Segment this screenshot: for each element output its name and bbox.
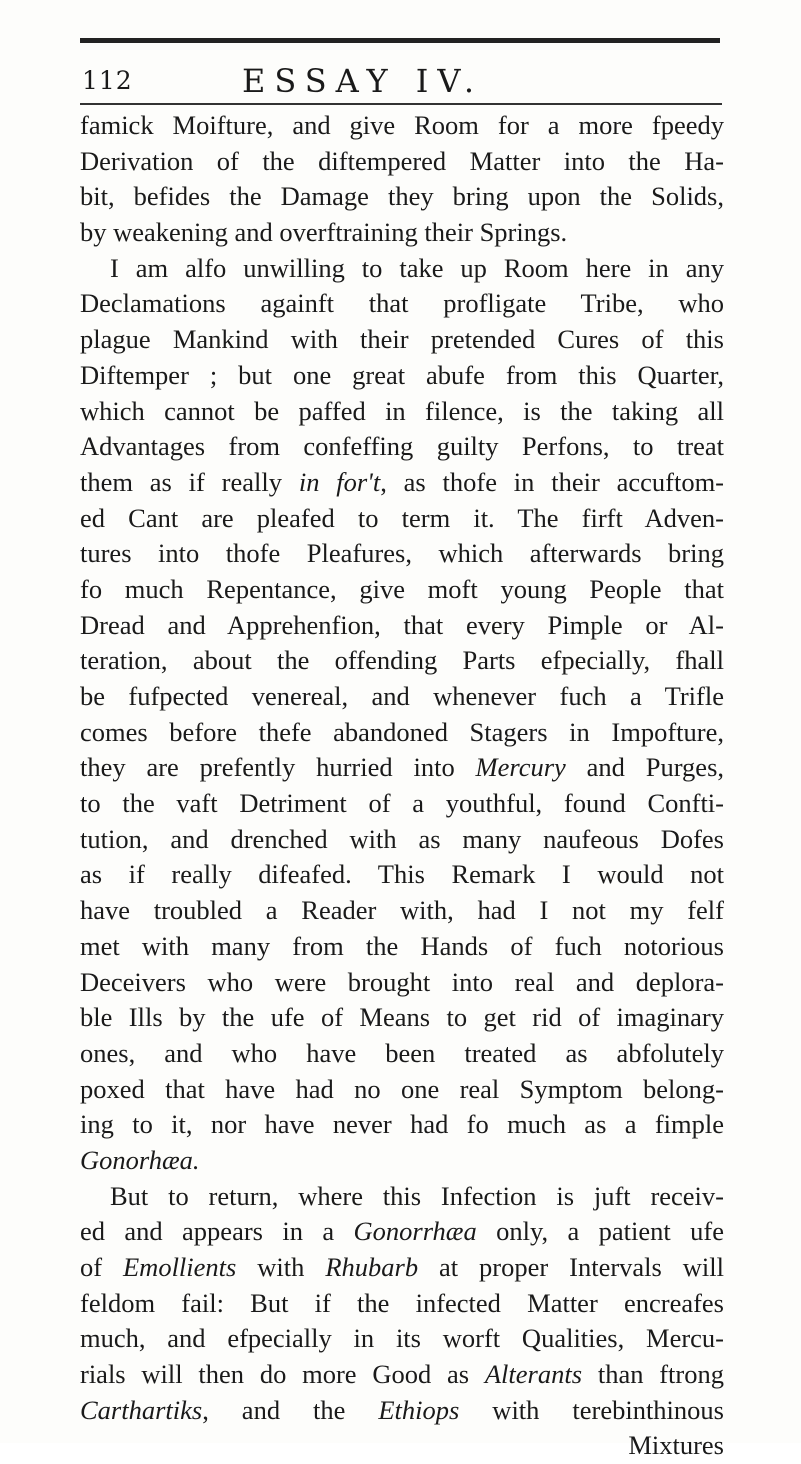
italic-text: Gonorhæa. (80, 1144, 200, 1175)
text-run: Advantages from confeffing guilty Perfons, to treat (80, 431, 724, 462)
text-line (80, 643, 724, 679)
text-run: them as if really (80, 466, 299, 497)
text-line (80, 608, 724, 644)
text-run: tution, and drenched with as many naufeous Dofes (80, 823, 724, 854)
text-line (80, 465, 724, 501)
text-line (80, 1321, 724, 1357)
text-run: and Purges, (565, 752, 725, 783)
text-run: than ftrong (582, 1359, 724, 1390)
text-line (80, 536, 724, 572)
text-run: bit, befides the Damage they bring upon the Solids, (80, 181, 724, 212)
text-line (80, 929, 724, 965)
text-line (80, 1357, 724, 1393)
text-run: at proper Intervals will (418, 1252, 724, 1282)
text-line (80, 358, 724, 394)
page-number: 112 (82, 66, 133, 95)
text-run: Declamations againft that profligate Tribe, who (80, 288, 724, 319)
text-line (80, 215, 724, 251)
text-run: comes before thefe abandoned Stagers in Impofture, (80, 716, 724, 747)
text-line (80, 1393, 724, 1429)
text-line (80, 1000, 724, 1036)
text-run: Diftemper ; but one great abufe from this Quarter, (80, 359, 724, 390)
text-line (80, 1179, 724, 1215)
text-line (80, 857, 724, 893)
italic-text: Carthartiks (80, 1394, 203, 1425)
italic-text: Ethiops (378, 1394, 460, 1425)
top-rule (80, 38, 720, 43)
text-run: , as thofe in their accuftom- (380, 466, 725, 497)
text-run: ing to it, nor have never had fo much as a fimple (80, 1109, 724, 1140)
page-header (82, 60, 722, 100)
text-line (80, 179, 724, 215)
text-run: only, a patient ufe (476, 1216, 724, 1247)
text-line (80, 822, 724, 858)
text-run: ed and appears in a (80, 1216, 354, 1247)
text-line (80, 1286, 724, 1322)
text-line (80, 679, 724, 715)
text-run: with (236, 1252, 326, 1282)
text-line (80, 750, 724, 786)
text-line (80, 144, 724, 180)
text-run: met with many from the Hands of fuch notorious (80, 930, 724, 961)
text-run: by weakening and overftraining their Springs. (80, 217, 568, 248)
text-run: feldom fail: But if the infected Matter encreafes (80, 1287, 724, 1318)
text-line (80, 1107, 724, 1143)
text-run: I am alfo unwilling to take up Room here in any (110, 252, 724, 283)
header-rule (80, 103, 722, 105)
italic-text: Mercury (475, 752, 566, 783)
text-line (80, 1214, 724, 1250)
catchword (80, 1428, 724, 1464)
text-run: But to return, where this Infection is juft receiv- (110, 1180, 724, 1211)
text-run: rials will then do more Good as (80, 1359, 485, 1390)
text-line (80, 286, 724, 322)
text-run: ble Ills by the ufe of Means to get rid of imaginary (80, 1002, 724, 1033)
text-line (80, 108, 724, 144)
text-run: which cannot be paffed in filence, is the taking all (80, 395, 724, 426)
text-line (80, 1250, 724, 1286)
text-line (80, 394, 724, 430)
text-run: ones, and who have been treated as abfolutely (80, 1037, 724, 1068)
text-line (80, 572, 724, 608)
text-run: Deceivers who were brought into real and deplora- (80, 966, 724, 997)
italic-text: Gonorrhæa (353, 1216, 477, 1247)
body-text (80, 108, 724, 1464)
text-run: much, and efpecially in its worft Qualities, Mercu- (80, 1323, 724, 1354)
text-run: with terebinthinous (459, 1394, 724, 1425)
text-line (80, 501, 724, 537)
text-line (80, 786, 724, 822)
text-run: to the vaft Detriment of a youthful, found Confti- (80, 788, 724, 819)
text-line (80, 429, 724, 465)
text-run: plague Mankind with their pretended Cures of this (80, 324, 724, 355)
text-run: they are prefently hurried into (80, 752, 476, 783)
text-line (80, 1036, 724, 1072)
text-run: teration, about the offending Parts efpecially, fhall (80, 645, 724, 676)
text-run: famick Moifture, and give Room for a more fpeedy (80, 110, 724, 140)
text-line (80, 965, 724, 1001)
text-run: poxed that have had no one real Symptom belong- (80, 1073, 724, 1104)
text-line (80, 322, 724, 358)
text-run: Mixtures (628, 1430, 724, 1461)
text-line (80, 1143, 724, 1179)
italic-text: Rhubarb (325, 1252, 419, 1282)
text-line (80, 251, 724, 287)
italic-text: in for't (298, 466, 381, 497)
italic-text: Alterants (484, 1359, 583, 1390)
text-run: be fufpected venereal, and whenever fuch a Trifle (80, 681, 724, 711)
italic-text: Emollients (123, 1252, 237, 1282)
text-line (80, 715, 724, 751)
text-run: fo much Repentance, give moft young People that (80, 573, 724, 604)
running-head: ESSAY IV. (242, 62, 484, 100)
text-run: of (80, 1252, 123, 1282)
text-run: as if really difeafed. This Remark I would not (80, 859, 724, 890)
text-run: , and the (202, 1394, 379, 1425)
text-run: ed Cant are pleafed to term it. The firft Adven- (80, 502, 724, 533)
text-line (80, 893, 724, 929)
text-run: Derivation of the diftempered Matter into the Ha- (80, 145, 724, 176)
text-run: Dread and Apprehenfion, that every Pimple or Al- (80, 609, 724, 640)
text-run: tures into thofe Pleafures, which afterwards bring (80, 538, 724, 569)
text-line (80, 1072, 724, 1108)
text-run: have troubled a Reader with, had I not my felf (80, 895, 724, 926)
